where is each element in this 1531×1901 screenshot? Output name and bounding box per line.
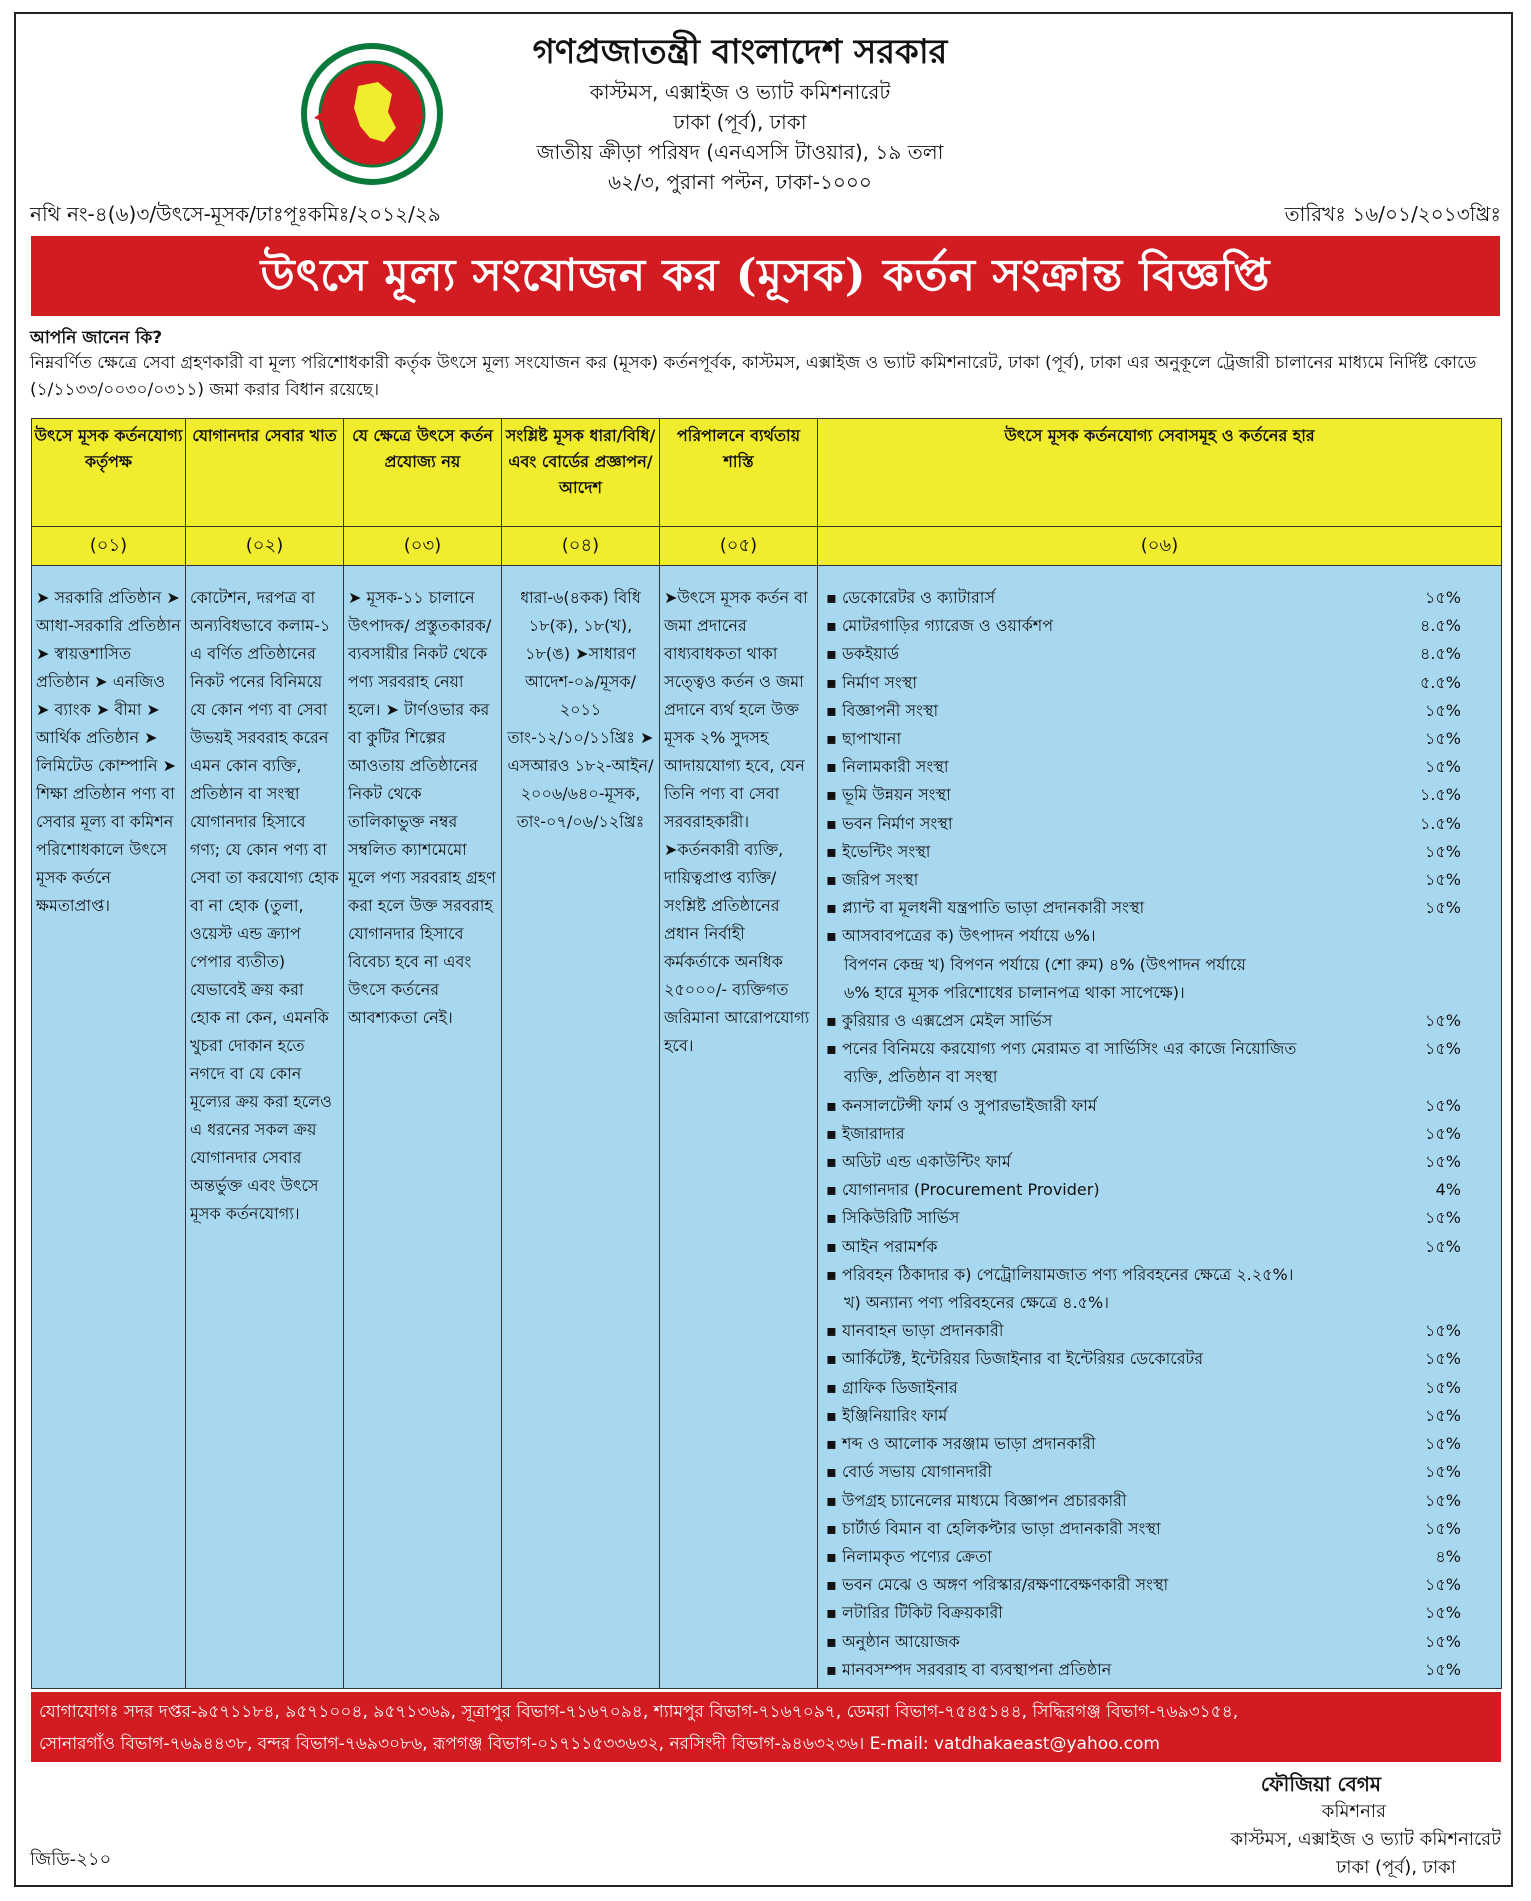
service-row <box>826 1204 1497 1232</box>
header <box>0 0 1531 200</box>
service-rate: ১৫% <box>1425 1321 1461 1341</box>
service-row <box>826 1515 1497 1543</box>
service-row <box>826 725 1497 753</box>
service-row <box>826 781 1497 809</box>
service-row <box>826 1571 1497 1599</box>
notice-title-banner: উৎসে মূল্য সংযোজন কর (মূসক) কর্তন সংক্রান্ত বিজ্ঞপ্তি <box>31 236 1500 316</box>
service-rate: ১৫% <box>1425 1095 1461 1115</box>
service-row <box>826 1599 1497 1627</box>
service-row <box>826 1317 1497 1345</box>
service-row <box>826 1063 1497 1091</box>
authorities-cell: ➤ সরকারি প্রতিষ্ঠান ➤ আধা-সরকারি প্রতিষ্ঠান ➤ স্বায়ত্তশাসিত প্রতিষ্ঠান ➤ এনজিও ➤ ব্যাংক ➤ বীমা ➤ আর্থিক প্রতিষ্ঠান ➤ লিমিটেড কোম্পানি ➤ শিক্ষা প্রতিষ্ঠান পণ্য বা সেবার মূল্য বা কমিশন পরিশোধকালে উৎসে মূসক কর্তনে ক্ষমতাপ্রাপ্ত। <box>32 566 186 1689</box>
office-line-4: ৬২/৩, পুরানা পল্টন, ঢাকা-১০০০ <box>608 170 872 194</box>
service-name: ▪ মোটরগাড়ির গ্যারেজ ও ওয়ার্কশপ <box>826 612 1053 640</box>
service-name: ▪ ডেকোরেটর ও ক্যাটারার্স <box>826 584 995 612</box>
column-number: (০৪) <box>502 527 660 566</box>
service-name: ▪ ইজারাদার <box>826 1120 905 1148</box>
signatory-place: ঢাকা (পূর্ব), ঢাকা <box>1336 1857 1456 1878</box>
service-row <box>826 1543 1497 1571</box>
service-rate: ১৫% <box>1425 1377 1461 1397</box>
service-rate: ১.৫% <box>1419 813 1461 833</box>
service-rate: ১৫% <box>1425 870 1461 890</box>
service-row <box>826 951 1497 979</box>
office-line-2: ঢাকা (পূর্ব), ঢাকা <box>673 110 807 134</box>
service-name: ▪ জরিপ সংস্থা <box>826 866 918 894</box>
column-header: পরিপালনে ব্যর্থতায় শাস্তি <box>660 419 818 527</box>
exemptions-cell: ➤ মূসক-১১ চালানে উৎপাদক/ প্রস্তুতকারক/ ব্যবসায়ীর নিকট থেকে পণ্য সরবরাহ নেয়া হলে। ➤ টার্ণওভার কর বা কুটির শিল্পের আওতায় প্রতিষ্ঠানের নিকট থেকে তালিকাভুক্ত নম্বর সম্বলিত ক্যাশমেমো মূলে পণ্য সরবরাহ গ্রহণ করা হলে উক্ত সরবরাহ যোগানদার হিসাবে বিবেচ্য হবে না এবং উৎসে কর্তনের আবশ্যকতা নেই। <box>344 566 502 1689</box>
service-name: ▪ মানবসম্পদ সরবরাহ বা ব্যবস্থাপনা প্রতিষ্ঠান <box>826 1656 1111 1684</box>
column-number: (০২) <box>186 527 344 566</box>
service-rate: ৪.৫% <box>1419 616 1461 636</box>
service-row <box>826 810 1497 838</box>
service-row <box>826 1374 1497 1402</box>
service-rate: ১৫% <box>1425 1011 1461 1031</box>
service-row <box>826 1120 1497 1148</box>
service-row <box>826 669 1497 697</box>
service-name: ▪ লটারির টিকিট বিক্রয়কারী <box>826 1599 1003 1627</box>
service-row <box>826 697 1497 725</box>
service-name: ▪ ছাপাখানা <box>826 725 901 753</box>
service-name: ▪ ভবন মেঝে ও অঙ্গণ পরিস্কার/রক্ষণাবেক্ষণকারী সংস্থা <box>826 1571 1168 1599</box>
contact-bar <box>31 1692 1501 1762</box>
government-title: গণপ্রজাতন্ত্রী বাংলাদেশ সরকার <box>532 32 948 72</box>
service-rate: ১৫% <box>1425 1236 1461 1256</box>
supply-sector-cell: কোটেশন, দরপত্র বা অন্যবিধভাবে কলাম-১ এ বর্ণিত প্রতিষ্ঠানের নিকট পনের বিনিময়ে যে কোন পণ্য বা সেবা উভয়ই সরবরাহ করেন এমন কোন ব্যক্তি, প্রতিষ্ঠান বা সংস্থা যোগানদার হিসাবে গণ্য; যে কোন পণ্য বা সেবা তা করযোগ্য হোক বা না হোক (তুলা, ওয়েস্ট এন্ড ক্র্যাপ পেপার ব্যতীত) যেভাবেই ক্রয় করা হোক না কেন, এমনকি খুচরা দোকান হতে নগদে বা যে কোন মূল্যের ক্রয় করা হলেও এ ধরনের সকল ক্রয় যোগানদার সেবার অন্তর্ভুক্ত এবং উৎসে মূসক কর্তনযোগ্য। <box>186 566 344 1689</box>
service-name: ▪ অডিট এন্ড একাউন্টিং ফার্ম <box>826 1148 1011 1176</box>
office-line-1: কাস্টমস, এক্সাইজ ও ভ্যাট কমিশনারেট <box>589 80 891 104</box>
service-row <box>826 1092 1497 1120</box>
office-line-3: জাতীয় ক্রীড়া পরিষদ (এনএসসি টাওয়ার), ১৯ তলা <box>536 140 944 164</box>
service-rate: 4% <box>1435 1180 1461 1200</box>
service-rate: ১৫% <box>1425 729 1461 749</box>
service-row <box>826 1345 1497 1373</box>
service-rate: ১.৫% <box>1419 785 1461 805</box>
memo-number: নথি নং-৪(৬)৩/উৎসে-মূসক/ঢাঃপূঃকমিঃ/২০১২/২৯ <box>30 202 441 226</box>
service-name: ▪ অনুষ্ঠান আয়োজক <box>826 1628 960 1656</box>
service-name: ▪ যানবাহন ভাড়া প্রদানকারী <box>826 1317 1003 1345</box>
service-rate: ১৫% <box>1425 898 1461 918</box>
contact-line-1: যোগাযোগঃ সদর দপ্তর-৯৫৭১১৮৪, ৯৫৭১০০৪, ৯৫৭১৩৬৯, সূত্রাপুর বিভাগ-৭১৬৭০৯৪, শ্যামপুর বিভাগ-৭১৬৭০৯৭, ডেমরা বিভাগ-৭৫৪৫১৪৪, সিদ্ধিরগঞ্জ বিভাগ-৭৬৯৩১৫৪, <box>39 1702 1239 1722</box>
service-rate: ৪.৫% <box>1419 644 1461 664</box>
service-rate: ১৫% <box>1425 588 1461 607</box>
service-row <box>826 922 1497 950</box>
service-name: ▪ নিলামকৃত পণ্যের ক্রেতা <box>826 1543 992 1571</box>
government-emblem-icon <box>300 42 445 187</box>
service-row <box>826 838 1497 866</box>
signatory-title: কমিশনার <box>1321 1801 1386 1822</box>
column-header: উৎসে মূসক কর্তনযোগ্য কর্তৃপক্ষ <box>32 419 186 527</box>
service-name: ▪ প্ল্যান্ট বা মূলধনী যন্ত্রপাতি ভাড়া প্রদানকারী সংস্থা <box>826 894 1144 922</box>
services-list <box>826 584 1497 1684</box>
service-row <box>826 1007 1497 1035</box>
service-row <box>826 640 1497 668</box>
service-row <box>826 584 1497 612</box>
service-row <box>826 1148 1497 1176</box>
service-rate: ১৫% <box>1425 1490 1461 1510</box>
service-rate: ১৫% <box>1425 1349 1461 1369</box>
service-row <box>826 1628 1497 1656</box>
service-name: ▪ চার্টার্ড বিমান বা হেলিকপ্টার ভাড়া প্রদানকারী সংস্থা <box>826 1515 1161 1543</box>
service-name: ▪ ডকইয়ার্ড <box>826 640 899 668</box>
service-rate: ১৫% <box>1425 700 1461 720</box>
service-row <box>826 979 1497 1007</box>
service-name: ▪ ইঞ্জিনিয়ারিং ফার্ম <box>826 1402 947 1430</box>
service-name: ▪ কনসালটেন্সী ফার্ম ও সুপারভাইজারী ফার্ম <box>826 1092 1097 1120</box>
column-header: উৎসে মূসক কর্তনযোগ্য সেবাসমূহ ও কর্তনের হার <box>818 419 1502 527</box>
service-rate: ১৫% <box>1425 1631 1461 1651</box>
service-name: ▪ পরিবহন ঠিকাদার ক) পেট্রোলিয়ামজাত পণ্য পরিবহনের ক্ষেত্রে ২.২৫%। <box>826 1261 1293 1289</box>
service-name: ▪ যোগানদার (Procurement Provider) <box>826 1176 1100 1204</box>
service-rate: ১৫% <box>1425 1152 1461 1172</box>
service-rate: ৫.৫% <box>1419 672 1461 692</box>
service-row <box>826 1487 1497 1515</box>
column-number: (০৫) <box>660 527 818 566</box>
service-row <box>826 1430 1497 1458</box>
legal-reference-cell: ধারা-৬(৪কক) বিধি ১৮(ক), ১৮(খ), ১৮(ঙ) ➤সাধারণ আদেশ-০৯/মূসক/২০১১ তাং-১২/১০/১১খ্রিঃ ➤ এসআরও ১৮২-আইন/ ২০০৬/৬৪০-মূসক, তাং-০৭/০৬/১২খ্রিঃ <box>502 566 660 1689</box>
service-rate: ১৫% <box>1425 1462 1461 1482</box>
contact-line-2: সোনারগাঁও বিভাগ-৭৬৯৪৪৩৮, বন্দর বিভাগ-৭৬৯৩০৮৬, রূপগঞ্জ বিভাগ-০১৭১১৫৩৩৬৩২, নরসিংদী বিভাগ-৯৪৬৩২৩৬। E-mail: vatdhakaeast@yahoo.com <box>39 1734 1160 1754</box>
column-header: যোগানদার সেবার খাত <box>186 419 344 527</box>
service-name: ৬% হারে মূসক পরিশোধের চালানপত্র থাকা সাপেক্ষে)। <box>844 982 1185 1002</box>
service-rate: ১৫% <box>1425 1039 1461 1059</box>
service-name: খ) অন্যান্য পণ্য পরিবহনের ক্ষেত্রে ৪.৫%। <box>844 1293 1109 1313</box>
service-rate: ১৫% <box>1425 1405 1461 1425</box>
service-name: ▪ সিকিউরিটি সার্ভিস <box>826 1204 959 1232</box>
service-name: ▪ আর্কিটেক্ট, ইন্টেরিয়র ডিজাইনার বা ইন্টেরিয়র ডেকোরেটর <box>826 1345 1203 1373</box>
service-name: ▪ শব্দ ও আলোক সরঞ্জাম ভাড়া প্রদানকারী <box>826 1430 1096 1458</box>
service-row <box>826 1035 1497 1063</box>
service-row <box>826 1402 1497 1430</box>
service-name: বিপণন কেন্দ্র খ) বিপণন পর্যায়ে (শো রুম) ৪% (উৎপাদন পর্যায়ে <box>844 954 1246 974</box>
signature-block <box>1231 1770 1501 1882</box>
service-name: ▪ নির্মাণ সংস্থা <box>826 669 917 697</box>
service-row <box>826 1176 1497 1204</box>
column-header: সংশ্লিষ্ট মূসক ধারা/বিধি/এবং বোর্ডের প্রজ্ঞাপন/ আদেশ <box>502 419 660 527</box>
service-name: ▪ ইভেন্টিং সংস্থা <box>826 838 930 866</box>
service-name: ▪ কুরিয়ার ও এক্সপ্রেস মেইল সার্ভিস <box>826 1007 1052 1035</box>
service-name: ▪ গ্রাফিক ডিজাইনার <box>826 1374 958 1402</box>
column-header: যে ক্ষেত্রে উৎসে কর্তন প্রযোজ্য নয় <box>344 419 502 527</box>
service-name: ব্যক্তি, প্রতিষ্ঠান বা সংস্থা <box>844 1067 998 1087</box>
gd-number: জিডি-২১০ <box>30 1849 112 1870</box>
service-rate: ১৫% <box>1425 1208 1461 1228</box>
service-name: ▪ ভবন নির্মাণ সংস্থা <box>826 810 953 838</box>
service-name: ▪ নিলামকারী সংস্থা <box>826 753 949 781</box>
notice-date: তারিখঃ ১৬/০১/২০১৩খ্রিঃ <box>1284 202 1501 226</box>
vat-deduction-table <box>31 418 1502 1689</box>
service-name: ▪ ভূমি উন্নয়ন সংস্থা <box>826 781 951 809</box>
service-name: ▪ উপগ্রহ চ্যানেলের মাধ্যমে বিজ্ঞাপন প্রচারকারী <box>826 1487 1127 1515</box>
service-row <box>826 1289 1497 1317</box>
service-rate: ১৫% <box>1425 1575 1461 1595</box>
signatory-office: কাস্টমস, এক্সাইজ ও ভ্যাট কমিশনারেট <box>1230 1829 1501 1850</box>
service-rate: ৪% <box>1435 1546 1461 1566</box>
intro-question: আপনি জানেন কি? <box>30 328 163 348</box>
service-rate: ১৫% <box>1425 757 1461 777</box>
services-cell <box>818 566 1502 1689</box>
service-row <box>826 866 1497 894</box>
service-rate: ১৫% <box>1425 841 1461 861</box>
intro-text: নিম্নবর্ণিত ক্ষেত্রে সেবা গ্রহণকারী বা মূল্য পরিশোধকারী কর্তৃক উৎসে মূল্য সংযোজন কর (মূসক) কর্তনপূর্বক, কাস্টমস, এক্সাইজ ও ভ্যাট কমিশনারেট, ঢাকা (পূর্ব), ঢাকা এর অনুকূলে ট্রেজারী চালানের মাধ্যমে নির্দিষ্ট কোডে (১/১১৩৩/০০৩০/০৩১১) জমা করার বিধান রয়েছে। <box>30 353 1477 400</box>
service-row <box>826 1233 1497 1261</box>
service-row <box>826 612 1497 640</box>
service-row <box>826 1656 1497 1684</box>
service-rate: ১৫% <box>1425 1123 1461 1143</box>
service-name: ▪ পনের বিনিময়ে করযোগ্য পণ্য মেরামত বা সার্ভিসিং এর কাজে নিয়োজিত <box>826 1035 1296 1063</box>
service-row <box>826 1458 1497 1486</box>
service-rate: ১৫% <box>1425 1518 1461 1538</box>
service-rate: ১৫% <box>1425 1603 1461 1623</box>
service-rate: ১৫% <box>1425 1659 1461 1679</box>
service-name: ▪ আসবাবপত্রের ক) উৎপাদন পর্যায়ে ৬%। <box>826 922 1096 950</box>
service-row <box>826 894 1497 922</box>
signatory-name: ফৌজিয়া বেগম <box>1260 1772 1381 1796</box>
penalty-cell: ➤উৎসে মূসক কর্তন বা জমা প্রদানের বাধ্যবাধকতা থাকা সত্ত্বেও কর্তন ও জমা প্রদানে ব্যর্থ হলে উক্ত মূসক ২% সুদসহ আদায়যোগ্য হবে, যেন তিনি পণ্য বা সেবা সরবরাহকারী। ➤কর্তনকারী ব্যক্তি, দায়িত্বপ্রাপ্ত ব্যক্তি/সংশ্লিষ্ট প্রতিষ্ঠানের প্রধান নির্বাহী কর্মকর্তাকে অনধিক ২৫০০০/- ব্যক্তিগত জরিমানা আরোপযোগ্য হবে। <box>660 566 818 1689</box>
column-number: (০৩) <box>344 527 502 566</box>
service-row <box>826 753 1497 781</box>
service-name: ▪ আইন পরামর্শক <box>826 1233 937 1261</box>
service-name: ▪ বিজ্ঞাপনী সংস্থা <box>826 697 938 725</box>
service-rate: ১৫% <box>1425 1434 1461 1454</box>
column-number: (০১) <box>32 527 186 566</box>
column-number: (০৬) <box>818 527 1502 566</box>
service-row <box>826 1261 1497 1289</box>
service-name: ▪ বোর্ড সভায় যোগানদারী <box>826 1458 992 1486</box>
